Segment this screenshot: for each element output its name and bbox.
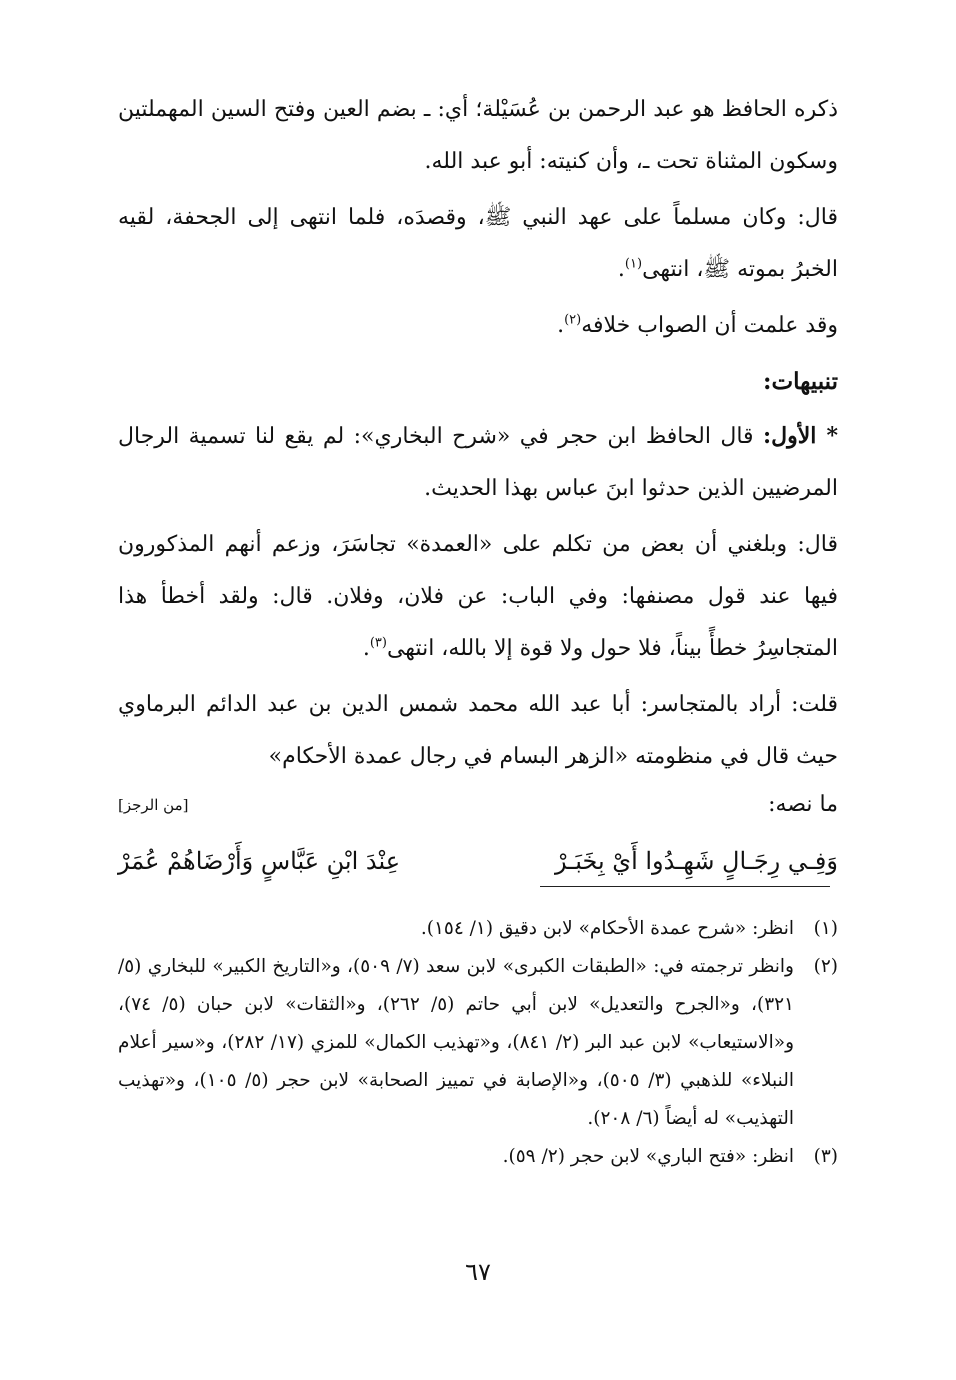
verse-first-hemistich: وَفِـي رِجَـالٍ شَهِـدُوا أَيْ بِخَبَـرْ bbox=[554, 847, 838, 875]
footnote-3 bbox=[118, 1138, 838, 1176]
main-text bbox=[118, 84, 838, 889]
paragraph-2-text: قال: وكان مسلماً على عهد النبي ﷺ، وقصدَه، فلما انتهى إلى الجحفة، لقيه الخبرُ بموته ﷺ، انتهى bbox=[118, 205, 838, 282]
meter-label: [من الرجز] bbox=[118, 796, 189, 814]
page-number: ٦٧ bbox=[465, 1258, 491, 1286]
paragraph-4-text: قال الحافظ ابن حجر في «شرح البخاري»: لم يقع لنا تسمية الرجال المرضيين الذين حدثوا ابنَ عباس بهذا الحديث. bbox=[118, 424, 838, 501]
paragraph-6: قلت: أراد بالمتجاسر: أبا عبد الله محمد شمس الدين بن عبد الدائم البرماوي حيث قال في منظومته «الزهر البسام في رجال عمدة الأحكام» bbox=[118, 692, 838, 769]
verse-intro-row bbox=[118, 783, 838, 827]
paragraph-5-text: قال: وبلغني أن بعض من تكلم على «العمدة» تجاسَرَ، وزعم أنهم المذكورون فيها عند قول مصنفها: وفي الباب: عن فلان، وفلان. قال: ولقد أخطأ هذا المتجاسِرُ خطأً بيناً، فلا حول ولا قوة إلا بالله، انتهى bbox=[118, 532, 838, 661]
footnote-ref-3[interactable]: (٣) bbox=[369, 635, 387, 651]
poem-verse bbox=[118, 833, 838, 889]
footnote-1 bbox=[118, 910, 838, 948]
footnote-text: وانظر ترجمته في: «الطبقات الكبرى» لابن سعد (٧/ ٥٠٩)، و«التاريخ الكبير» للبخاري (٥/ ٣٢١)، و«الجرح والتعديل» لابن أبي حاتم (٥/ ٢٦٢)، و«الثقات» لابن حبان (٥/ ٧٤)، و«الاستيعاب» لابن عبد البر (٢/ ٨٤١)، و«تهذيب الكمال» للمزي (١٧/ ٢٨٢)، و«سير أعلام النبلاء» للذهبي (٣/ ٥٠٥)، و«الإصابة في تمييز الصحابة» لابن حجر (٥/ ١٠٥)، و«تهذيب التهذيب» له أيضاً (٦/ ٢٠٨). bbox=[118, 956, 794, 1129]
paragraph-3-text: وقد علمت أن الصواب خلافه bbox=[581, 313, 838, 338]
footnote-text: انظر: «شرح عمدة الأحكام» لابن دقيق (١/ ١٥٤). bbox=[420, 918, 794, 939]
footnotes bbox=[118, 910, 838, 1176]
footnote-number: (٣) bbox=[813, 1146, 838, 1167]
verse-second-hemistich: عِنْدَ ابْنِ عَبَّاسٍ وَأَرْضَاهُمْ عُمَرْ bbox=[118, 847, 401, 875]
footnote-number: (١) bbox=[813, 918, 838, 939]
paragraph-2-end: . bbox=[617, 257, 625, 282]
footnote-2 bbox=[118, 948, 838, 1138]
paragraph-3-end: . bbox=[557, 313, 565, 338]
section-heading: تنبيهات: bbox=[763, 368, 838, 395]
footnote-divider bbox=[540, 886, 830, 887]
footnote-ref-2[interactable]: (٢) bbox=[564, 312, 582, 328]
paragraph-1: ذكره الحافظ هو عبد الرحمن بن عُسَيْلة؛ أي: ـ بضم العين وفتح السين المهملتين وسكون المثناة تحت ـ، وأن كنيته: أبو عبد الله. bbox=[118, 97, 838, 174]
footnote-ref-1[interactable]: (١) bbox=[624, 256, 643, 272]
paragraph-5-end: . bbox=[362, 636, 370, 661]
paragraph-2 bbox=[118, 192, 838, 296]
paragraph-4-lead: * الأول: bbox=[763, 423, 838, 449]
paragraph-4 bbox=[118, 410, 838, 515]
paragraph-3 bbox=[118, 300, 838, 352]
paragraph-6-tail: ما نصه: bbox=[768, 792, 838, 817]
paragraph-5 bbox=[118, 519, 838, 675]
footnote-text: انظر: «فتح الباري» لابن حجر (٢/ ٥٩). bbox=[502, 1146, 794, 1167]
footnote-number: (٢) bbox=[813, 956, 838, 977]
